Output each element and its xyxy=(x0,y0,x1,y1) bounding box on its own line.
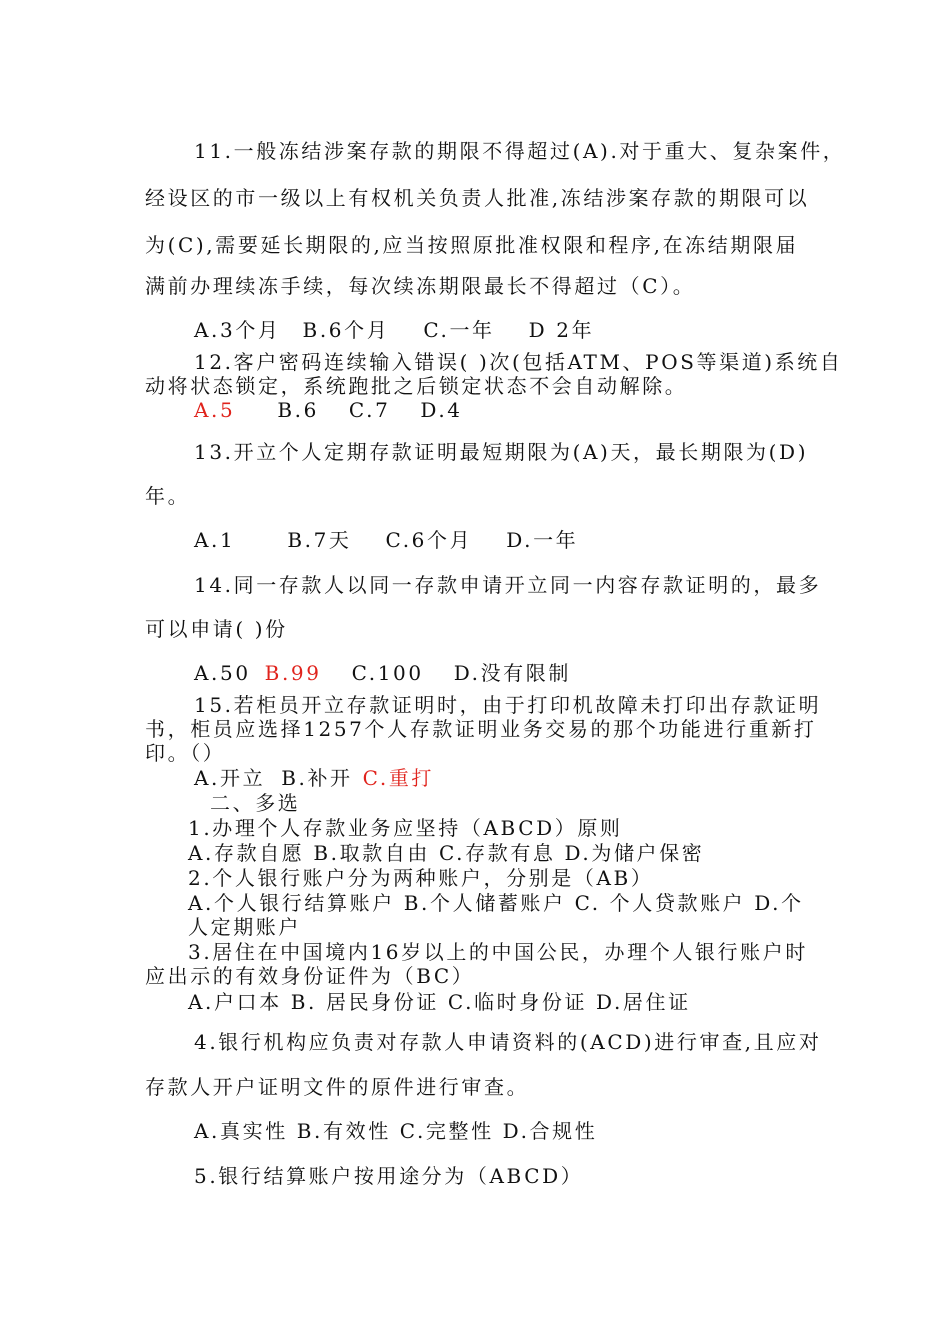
q11-option-b: B.6个月 xyxy=(302,318,390,342)
q15-line-1: 15.若柜员开立存款证明时，由于打印机故障未打印出存款证明 xyxy=(194,693,822,717)
q11-options xyxy=(194,318,594,342)
m2-options-1: A.个人银行结算账户 B.个人储蓄账户 C. 个人贷款账户 D.个 xyxy=(188,891,804,915)
q12-option-b: B.6 xyxy=(277,398,319,422)
q11-option-a: A.3个月 xyxy=(194,318,281,342)
q12-line-1: 12.客户密码连续输入错误( )次(包括ATM、POS等渠道)系统自 xyxy=(194,350,843,374)
q15-line-2: 书，柜员应选择1257个人存款证明业务交易的那个功能进行重新打 xyxy=(145,717,817,741)
m1-options: A.存款自愿 B.取款自由 C.存款有息 D.为储户保密 xyxy=(188,841,705,865)
q13-line-2: 年。 xyxy=(145,484,191,508)
m3-line-2: 应出示的有效身份证件为（BC） xyxy=(145,964,475,988)
q11-line-3: 为(C),需要延长期限的,应当按照原批准权限和程序,在冻结期限届 xyxy=(145,233,799,257)
m4-line-1: 4.银行机构应负责对存款人申请资料的(ACD)进行审查,且应对 xyxy=(194,1030,822,1054)
q14-line-1: 14.同一存款人以同一存款申请开立同一内容存款证明的，最多 xyxy=(194,573,822,597)
m2-options-2: 人定期账户 xyxy=(188,915,301,939)
q14-option-c: C.100 xyxy=(351,661,424,685)
section-title-multi: 二、多选 xyxy=(210,791,301,815)
q15-option-c: C.重打 xyxy=(362,766,435,790)
m4-line-2: 存款人开户证明文件的原件进行审查。 xyxy=(145,1075,530,1099)
q14-option-d: D.没有限制 xyxy=(453,661,571,685)
q14-line-2: 可以申请( )份 xyxy=(145,617,288,641)
q14-option-a: A.50 xyxy=(194,661,251,685)
q13-line-1: 13.开立个人定期存款证明最短期限为(A)天，最长期限为(D) xyxy=(194,440,809,464)
q13-option-d: D.一年 xyxy=(506,528,579,552)
m5-line: 5.银行结算账户按用途分为（ABCD） xyxy=(194,1164,584,1188)
m3-options: A.户口本 B. 居民身份证 C.临时身份证 D.居住证 xyxy=(188,990,691,1014)
m4-options: A.真实性 B.有效性 C.完整性 D.合规性 xyxy=(194,1119,598,1143)
q13-option-c: C.6个月 xyxy=(385,528,473,552)
q12-option-c: C.7 xyxy=(348,398,391,422)
q13-option-b: B.7天 xyxy=(287,528,352,552)
m2-line: 2.个人银行账户分为两种账户，分别是（AB） xyxy=(188,866,654,890)
q15-option-a: A.开立 xyxy=(194,766,266,790)
q11-line-2: 经设区的市一级以上有权机关负责人批准,冻结涉案存款的期限可以 xyxy=(145,186,810,210)
q12-option-a: A.5 xyxy=(194,398,236,422)
m1-line: 1.办理个人存款业务应坚持（ABCD）原则 xyxy=(188,816,623,840)
q15-options xyxy=(194,766,434,790)
q14-option-b: B.99 xyxy=(264,661,322,685)
q13-option-a: A.1 xyxy=(194,528,236,552)
q12-options xyxy=(194,398,463,422)
q15-option-b: B.补开 xyxy=(281,766,353,790)
q12-option-d: D.4 xyxy=(420,398,463,422)
q15-line-3: 印。（） xyxy=(145,741,226,765)
q11-option-c: C.一年 xyxy=(423,318,495,342)
q12-line-2: 动将状态锁定，系统跑批之后锁定状态不会自动解除。 xyxy=(145,374,688,398)
q11-option-d: D 2年 xyxy=(528,318,595,342)
q11-line-1: 11.一般冻结涉案存款的期限不得超过(A).对于重大、复杂案件， xyxy=(194,139,846,163)
q11-line-4: 满前办理续冻手续，每次续冻期限最长不得超过（C）。 xyxy=(145,274,696,298)
m3-line-1: 3.居住在中国境内16岁以上的中国公民，办理个人银行账户时 xyxy=(188,940,808,964)
q13-options xyxy=(194,528,578,552)
q14-options xyxy=(194,661,571,685)
